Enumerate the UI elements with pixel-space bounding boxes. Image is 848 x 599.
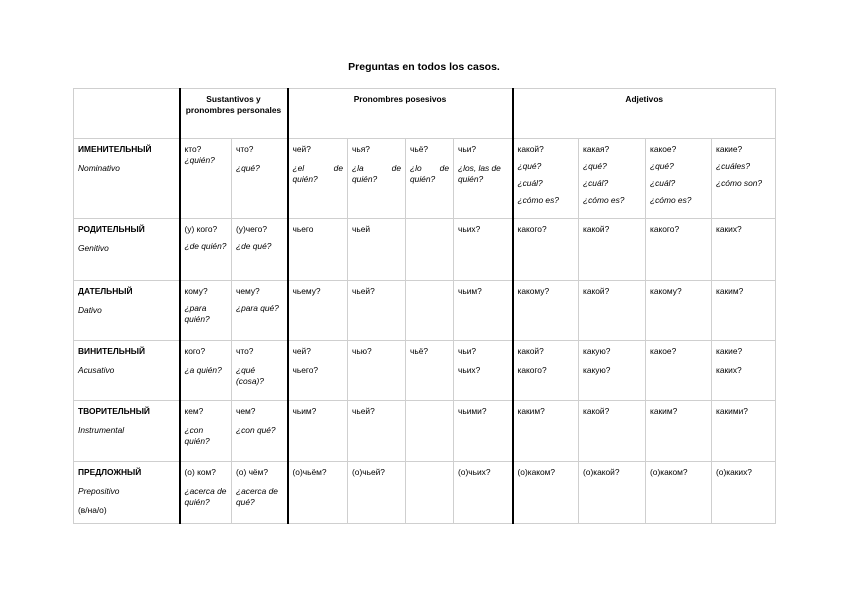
- word: какую?: [583, 364, 611, 375]
- translation: ¿acerca de quién?: [184, 485, 227, 507]
- word: (у)чего?: [236, 224, 267, 234]
- word: чьим?: [458, 286, 482, 296]
- cell: [406, 341, 454, 401]
- cell: [406, 401, 454, 462]
- word: какая?: [583, 144, 610, 154]
- word: какие?: [716, 346, 743, 356]
- word: какое?: [650, 346, 677, 356]
- cell: [579, 462, 646, 524]
- cell: [180, 281, 232, 341]
- translation: ¿la de quién?: [352, 162, 401, 184]
- cell: [579, 219, 646, 281]
- word: какой?: [517, 346, 544, 356]
- cell: [232, 341, 288, 401]
- cell: [712, 341, 776, 401]
- word: какую?: [583, 346, 611, 356]
- case-cell: [74, 341, 180, 401]
- cell: [288, 281, 348, 341]
- word: какие?: [716, 144, 743, 154]
- case-ru: ВИНИТЕЛЬНЫЙ: [78, 346, 145, 356]
- translation: ¿para qué?: [236, 302, 279, 313]
- word: что?: [236, 346, 254, 356]
- case-es: Dativo: [78, 304, 102, 315]
- case-cell: [74, 462, 180, 524]
- translation: ¿qué (cosa)?: [236, 364, 264, 386]
- word: (о)чьих?: [458, 467, 491, 477]
- cell: [232, 219, 288, 281]
- word: чьи?: [458, 346, 477, 356]
- translation: ¿de quién?: [184, 240, 227, 251]
- cell: [454, 462, 513, 524]
- case-es: Prepositivo: [78, 485, 120, 496]
- word: (о) чём?: [236, 467, 268, 477]
- case-es: Genitivo: [78, 242, 109, 253]
- translation: ¿qué?: [236, 162, 260, 173]
- word: (о) ком?: [184, 467, 216, 477]
- cell: [288, 401, 348, 462]
- word: какого?: [517, 364, 547, 375]
- word: чем?: [236, 406, 256, 416]
- translation: ¿cuáles?: [716, 160, 750, 171]
- cell: [232, 462, 288, 524]
- word: чьему?: [292, 286, 321, 296]
- table-row: [74, 401, 776, 462]
- word: кто?: [184, 144, 202, 154]
- translation: ¿con qué?: [236, 424, 276, 435]
- cell: [232, 281, 288, 341]
- word: какого?: [517, 224, 547, 234]
- word: какой?: [583, 406, 610, 416]
- header-row: [74, 89, 776, 139]
- cell: [513, 139, 579, 219]
- cell: [180, 139, 232, 219]
- cell: [180, 401, 232, 462]
- cell: [579, 341, 646, 401]
- cell: [646, 139, 712, 219]
- cell: [513, 219, 579, 281]
- cell: [646, 462, 712, 524]
- translation: ¿de qué?: [236, 240, 272, 251]
- word: чьих?: [458, 364, 481, 375]
- case-prepositions: (в/на/о): [78, 504, 107, 515]
- cell: [712, 401, 776, 462]
- case-cell: [74, 281, 180, 341]
- cell: [288, 219, 348, 281]
- case-es: Nominativo: [78, 162, 120, 173]
- cell: [406, 281, 454, 341]
- cell: [712, 219, 776, 281]
- translation: ¿el de quién?: [292, 162, 343, 184]
- word: чей?: [292, 144, 311, 154]
- cell: [348, 341, 406, 401]
- word: (о)какой?: [583, 467, 620, 477]
- translation: ¿con quién?: [184, 424, 210, 446]
- cell: [454, 219, 513, 281]
- word: кем?: [184, 406, 204, 416]
- header-adjetivos: Adjetivos: [513, 89, 776, 139]
- case-ru: РОДИТЕЛЬНЫЙ: [78, 224, 145, 234]
- cell: [454, 341, 513, 401]
- cell: [454, 281, 513, 341]
- word: чьё?: [410, 346, 429, 356]
- word: каких?: [716, 364, 742, 375]
- translation: ¿cuál?: [517, 177, 543, 188]
- case-cell: [74, 139, 180, 219]
- cell: [646, 219, 712, 281]
- cell: [513, 462, 579, 524]
- cell: [579, 281, 646, 341]
- case-cell: [74, 401, 180, 462]
- cell: [180, 219, 232, 281]
- cell: [712, 281, 776, 341]
- word: чьё?: [410, 144, 429, 154]
- translation: ¿quién?: [184, 154, 215, 165]
- table-row: [74, 281, 776, 341]
- word: чью?: [352, 346, 372, 356]
- table-row: [74, 341, 776, 401]
- case-es: Acusativo: [78, 364, 115, 375]
- cell: [712, 462, 776, 524]
- cell: [288, 139, 348, 219]
- translation: ¿a quién?: [184, 364, 222, 375]
- cell: [513, 281, 579, 341]
- page-title: Preguntas en todos los casos.: [348, 61, 500, 73]
- word: чьей?: [352, 406, 375, 416]
- cell: [406, 219, 454, 281]
- word: чьего: [292, 224, 314, 234]
- word: каких?: [716, 224, 742, 234]
- translation: ¿qué?: [650, 160, 674, 171]
- translation: ¿lo de quién?: [410, 162, 449, 184]
- cell: [288, 341, 348, 401]
- word: чьего?: [292, 364, 319, 375]
- translation: ¿cómo son?: [716, 177, 763, 188]
- word: каким?: [716, 286, 744, 296]
- translation: ¿cuál?: [650, 177, 676, 188]
- cell: [232, 139, 288, 219]
- word: чей?: [292, 346, 311, 356]
- word: (о)чьей?: [352, 467, 385, 477]
- cell: [454, 401, 513, 462]
- case-ru: ИМЕНИТЕЛЬНЫЙ: [78, 144, 152, 154]
- word: (о)каком?: [650, 467, 688, 477]
- word: чьи?: [458, 144, 477, 154]
- cell: [348, 281, 406, 341]
- word: чьей: [352, 224, 371, 234]
- translation: ¿cuál?: [583, 177, 609, 188]
- case-ru: ДАТЕЛЬНЫЙ: [78, 286, 133, 296]
- cell: [712, 139, 776, 219]
- cell: [288, 462, 348, 524]
- word: каким?: [517, 406, 545, 416]
- word: кого?: [184, 346, 206, 356]
- word: какого?: [650, 224, 680, 234]
- word: (о)каких?: [716, 467, 752, 477]
- translation: ¿los, las de quién?: [458, 162, 501, 184]
- cell: [513, 401, 579, 462]
- word: (у) кого?: [184, 224, 218, 234]
- cell: [513, 341, 579, 401]
- translation: ¿acerca de qué?: [236, 485, 278, 507]
- cell: [348, 219, 406, 281]
- header-empty: [74, 89, 180, 139]
- translation: ¿cómo es?: [583, 194, 625, 205]
- word: (о)каком?: [517, 467, 556, 477]
- word: какому?: [517, 286, 550, 296]
- header-sustantivos: Sustantivos y pronombres personales: [180, 89, 288, 139]
- header-posesivos: Pronombres posesivos: [288, 89, 513, 139]
- table-row: [74, 139, 776, 219]
- word: (о)чьём?: [292, 467, 327, 477]
- cell: [646, 281, 712, 341]
- translation: ¿qué?: [517, 160, 542, 171]
- word: чьих?: [458, 224, 481, 234]
- word: какими?: [716, 406, 748, 416]
- case-cell: [74, 219, 180, 281]
- cell: [646, 401, 712, 462]
- cell: [348, 139, 406, 219]
- cases-table: [73, 88, 776, 524]
- cell: [348, 462, 406, 524]
- word: какой?: [517, 144, 544, 154]
- cell: [579, 401, 646, 462]
- case-ru: ПРЕДЛОЖНЫЙ: [78, 467, 142, 477]
- cell: [180, 462, 232, 524]
- word: кому?: [184, 286, 208, 296]
- word: какой?: [583, 224, 610, 234]
- word: чьими?: [458, 406, 487, 416]
- case-ru: ТВОРИТЕЛЬНЫЙ: [78, 406, 150, 416]
- word: чему?: [236, 286, 260, 296]
- word: что?: [236, 144, 254, 154]
- word: чьим?: [292, 406, 317, 416]
- case-es: Instrumental: [78, 424, 125, 435]
- translation: ¿qué?: [583, 160, 607, 171]
- word: какой?: [583, 286, 610, 296]
- translation: ¿para quién?: [184, 302, 210, 324]
- cell: [579, 139, 646, 219]
- word: чьей?: [352, 286, 375, 296]
- word: чья?: [352, 144, 370, 154]
- cell: [406, 462, 454, 524]
- cell: [646, 341, 712, 401]
- cell: [454, 139, 513, 219]
- table-row: [74, 462, 776, 524]
- word: какое?: [650, 144, 677, 154]
- translation: ¿cómo es?: [517, 194, 559, 205]
- table-row: [74, 219, 776, 281]
- cell: [348, 401, 406, 462]
- translation: ¿cómo es?: [650, 194, 692, 205]
- cell: [232, 401, 288, 462]
- word: какому?: [650, 286, 682, 296]
- word: каким?: [650, 406, 678, 416]
- cell: [406, 139, 454, 219]
- cell: [180, 341, 232, 401]
